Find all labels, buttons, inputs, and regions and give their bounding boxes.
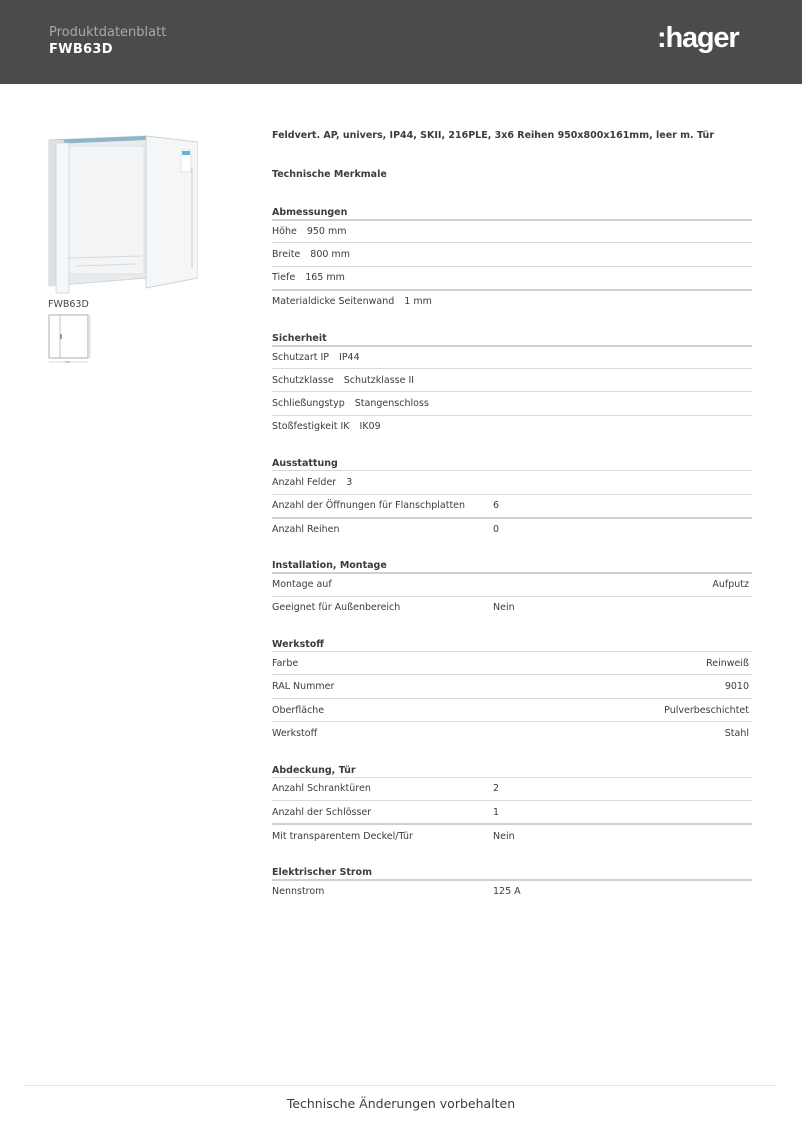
section-elektrischer-strom — [272, 865, 752, 902]
technical-features-heading: Technische Merkmale — [272, 169, 387, 180]
spec-label: Breite — [272, 249, 301, 261]
spec-value: 6 — [493, 500, 500, 512]
product-datasheet — [272, 130, 752, 902]
product-code-title: FWB63D — [49, 42, 113, 57]
spec-row — [272, 674, 752, 697]
page-header — [0, 0, 802, 84]
section-title: Abdeckung, Tür — [272, 764, 356, 776]
spec-label: Anzahl Schranktüren — [272, 783, 371, 795]
spec-value: 165 mm — [305, 272, 345, 284]
spec-label: Anzahl der Schlösser — [272, 806, 372, 818]
spec-row — [272, 242, 752, 265]
footer-note: Technische Änderungen vorbehalten — [286, 1096, 516, 1111]
spec-value: Stangenschloss — [354, 398, 429, 410]
product-image-caption: FWB63D — [48, 299, 89, 310]
spec-value: 1 mm — [404, 296, 432, 308]
spec-row — [272, 289, 752, 312]
section-abdeckung-tuer — [272, 763, 752, 847]
spec-value: Schutzklasse II — [343, 374, 415, 386]
spec-row — [272, 572, 752, 595]
spec-label: Anzahl Felder — [272, 476, 337, 488]
footer-divider — [24, 1085, 776, 1086]
spec-label: Höhe — [272, 226, 297, 238]
spec-value: 800 mm — [310, 249, 350, 261]
section-title: Abmessungen — [272, 207, 348, 218]
spec-value: 9010 — [724, 681, 749, 693]
section-title: Sicherheit — [272, 332, 327, 344]
hager-logo: :hager — [657, 22, 739, 54]
spec-label: Anzahl Reihen — [272, 524, 340, 536]
spec-value: Pulverbeschichtet — [664, 704, 749, 716]
spec-value: 950 mm — [306, 226, 347, 238]
spec-row — [272, 391, 752, 414]
distribution-cabinet-open-door-icon — [46, 128, 198, 295]
spec-value: Stahl — [724, 727, 749, 739]
spec-row — [272, 517, 752, 540]
section-installation-montage — [272, 558, 752, 619]
spec-row — [272, 596, 752, 619]
spec-row — [272, 345, 752, 368]
spec-row — [272, 651, 752, 674]
spec-value: IK09 — [359, 421, 381, 433]
section-werkstoff — [272, 637, 752, 745]
spec-value: Nein — [493, 830, 515, 842]
spec-value: 1 — [493, 806, 500, 818]
spec-value: Aufputz — [712, 579, 749, 591]
spec-label: Schutzart IP — [272, 351, 330, 363]
document-type: Produktdatenblatt — [49, 25, 167, 40]
section-ausstattung — [272, 456, 752, 540]
product-description: Feldvert. AP, univers, IP44, SKII, 216PLE, 3x6 Reihen 950x800x161mm, leer m. Tür — [272, 130, 715, 141]
spec-row — [272, 266, 752, 289]
section-title: Elektrischer Strom — [272, 866, 372, 878]
spec-label: Schließungstyp — [272, 398, 345, 410]
spec-row — [272, 823, 752, 846]
spec-label: Oberfläche — [272, 704, 325, 716]
spec-row — [272, 721, 752, 744]
spec-row — [272, 470, 752, 493]
spec-label: RAL Nummer — [272, 681, 335, 693]
section-title: Ausstattung — [272, 458, 338, 470]
spec-value: 2 — [493, 783, 500, 795]
product-media — [46, 128, 206, 310]
section-title: Installation, Montage — [272, 560, 387, 572]
spec-label: Mit transparentem Deckel/Tür — [272, 830, 413, 842]
spec-label: Geeignet für Außenbereich — [272, 602, 401, 614]
spec-value: 3 — [346, 476, 353, 488]
spec-label: Werkstoff — [272, 727, 318, 739]
spec-row — [272, 879, 752, 902]
spec-value: 125 A — [493, 886, 521, 897]
spec-label: Anzahl der Öffnungen für Flanschplatten — [272, 500, 466, 512]
section-sicherheit — [272, 331, 752, 439]
spec-value: Nein — [493, 602, 515, 614]
spec-label: Montage auf — [272, 579, 332, 591]
spec-label: Schutzklasse — [272, 374, 334, 386]
spec-label: Tiefe — [272, 272, 296, 284]
spec-row — [272, 219, 752, 242]
spec-row — [272, 698, 752, 721]
spec-row — [272, 368, 752, 391]
spec-value: IP44 — [339, 351, 360, 363]
technical-drawing-icon — [47, 314, 92, 366]
spec-row — [272, 494, 752, 517]
spec-label: Farbe — [272, 657, 299, 669]
section-abmessungen — [272, 205, 752, 313]
spec-label: Nennstrom — [272, 886, 325, 897]
spec-value: 0 — [493, 524, 500, 536]
spec-row — [272, 777, 752, 800]
spec-label: Stoßfestigkeit IK — [272, 421, 350, 433]
spec-row — [272, 415, 752, 438]
spec-row — [272, 800, 752, 823]
spec-label: Materialdicke Seitenwand — [272, 296, 395, 308]
spec-value: Reinweiß — [706, 657, 749, 669]
section-title: Werkstoff — [272, 639, 325, 651]
